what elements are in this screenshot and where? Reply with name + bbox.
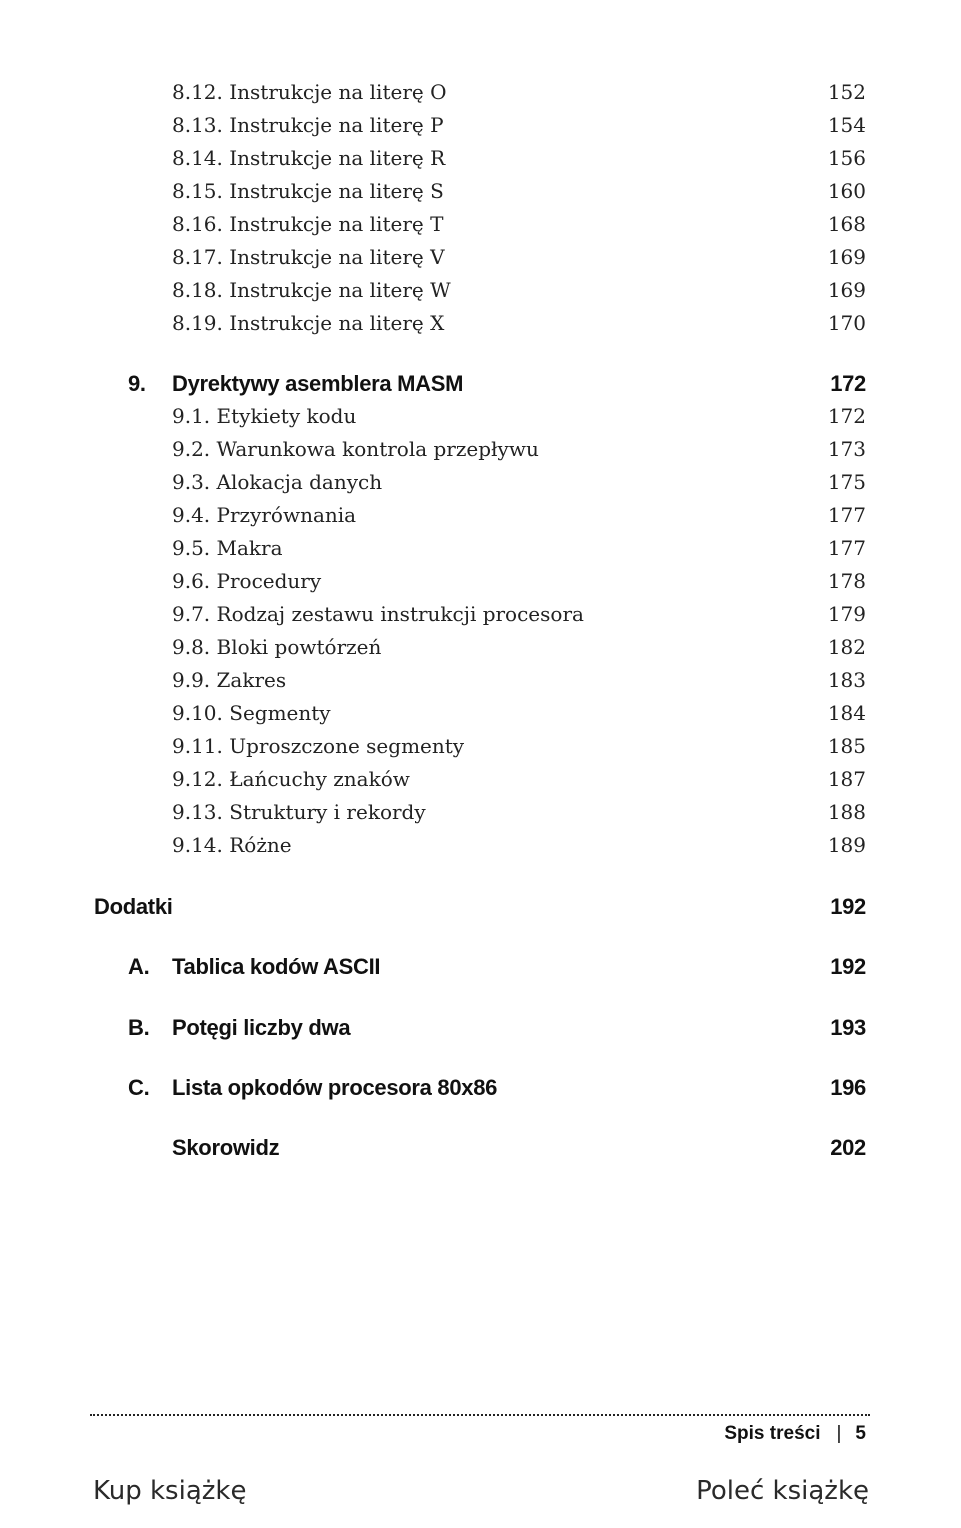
toc-entry-page: 175 (827, 470, 866, 494)
toc-entry[interactable] (172, 404, 866, 434)
toc-entry[interactable] (172, 701, 866, 731)
appendix-letter: B. (128, 1015, 150, 1040)
index-title: Skorowidz (172, 1135, 280, 1160)
toc-entry-page: 184 (827, 701, 866, 725)
toc-entry-page: 173 (827, 437, 866, 461)
part-page: 192 (830, 894, 866, 919)
appendix-letter: A. (128, 954, 150, 979)
toc-entry-page: 169 (827, 278, 866, 302)
part-title: Dodatki (94, 894, 173, 919)
toc-appendix-heading[interactable] (94, 1075, 866, 1105)
appendix-letter: C. (128, 1075, 150, 1100)
toc-entry-title: 9.8. Bloki powtórzeń (172, 635, 382, 659)
toc-entry[interactable] (172, 470, 866, 500)
chapter-number: 9. (128, 371, 146, 396)
toc-entry-page: 183 (827, 668, 866, 692)
toc-entry-page: 178 (827, 569, 866, 593)
footer-separator: | (836, 1423, 842, 1444)
toc-entry[interactable] (172, 734, 866, 764)
toc-entry[interactable] (172, 179, 866, 209)
toc-entry[interactable] (172, 113, 866, 143)
toc-entry[interactable] (172, 536, 866, 566)
toc-entry-title: 8.18. Instrukcje na literę W (172, 278, 451, 302)
toc-entry-page: 177 (827, 536, 866, 560)
toc-entry-page: 172 (827, 404, 866, 428)
toc-entry-page: 177 (827, 503, 866, 527)
recommend-book-link[interactable]: Poleć książkę (696, 1476, 869, 1506)
toc-entry[interactable] (172, 833, 866, 863)
toc-entry-title: 9.3. Alokacja danych (172, 470, 383, 494)
toc-appendix-heading[interactable] (94, 1015, 866, 1045)
chapter-page: 172 (830, 371, 866, 396)
toc-entry-page: 154 (827, 113, 866, 137)
toc-entry[interactable] (172, 212, 866, 242)
buy-book-link[interactable]: Kup książkę (93, 1476, 247, 1506)
toc-entry-title: 9.6. Procedury (172, 569, 322, 593)
toc-entry-title: 8.14. Instrukcje na literę R (172, 146, 446, 170)
toc-entry-title: 8.17. Instrukcje na literę V (172, 245, 445, 269)
toc-entry-title: 8.19. Instrukcje na literę X (172, 311, 445, 335)
toc-entry-page: 189 (827, 833, 866, 857)
toc-entry-page: 160 (827, 179, 866, 203)
toc-entry-title: 8.15. Instrukcje na literę S (172, 179, 444, 203)
appendix-page: 192 (830, 954, 866, 979)
toc-entry[interactable] (172, 635, 866, 665)
appendix-title: Tablica kodów ASCII (172, 954, 381, 979)
toc-entry-title: 9.12. Łańcuchy znaków (172, 767, 410, 791)
appendix-title: Potęgi liczby dwa (172, 1015, 351, 1040)
toc-entry-page: 188 (827, 800, 866, 824)
chapter-title: Dyrektywy asemblera MASM (172, 371, 464, 396)
footer-section-title: Spis treści (724, 1423, 821, 1444)
toc-entry-page: 169 (827, 245, 866, 269)
toc-entry[interactable] (172, 800, 866, 830)
toc-entry-title: 9.10. Segmenty (172, 701, 331, 725)
toc-index-heading[interactable] (94, 1135, 866, 1165)
toc-entry-page: 185 (827, 734, 866, 758)
footer-page-number: 5 (855, 1423, 866, 1444)
toc-entry-title: 8.13. Instrukcje na literę P (172, 113, 444, 137)
toc-entry-title: 9.11. Uproszczone segmenty (172, 734, 465, 758)
appendix-page: 196 (830, 1075, 866, 1100)
toc-entry-title: 9.13. Struktury i rekordy (172, 800, 426, 824)
toc-entry-page: 187 (827, 767, 866, 791)
toc-entry-title: 9.2. Warunkowa kontrola przepływu (172, 437, 539, 461)
running-footer (724, 1423, 866, 1445)
toc-entry-page: 179 (827, 602, 866, 626)
toc-entry[interactable] (172, 767, 866, 797)
toc-entry[interactable] (172, 569, 866, 599)
toc-entry-page: 156 (827, 146, 866, 170)
appendix-title: Lista opkodów procesora 80x86 (172, 1075, 498, 1100)
toc-entry-title: 9.5. Makra (172, 536, 283, 560)
toc-entry[interactable] (172, 437, 866, 467)
index-page: 202 (830, 1135, 866, 1160)
toc-entry-title: 8.16. Instrukcje na literę T (172, 212, 444, 236)
toc-entry[interactable] (172, 668, 866, 698)
toc-entry[interactable] (172, 278, 866, 308)
toc-entry[interactable] (172, 503, 866, 533)
toc-entry-page: 168 (827, 212, 866, 236)
toc-entry-title: 9.9. Zakres (172, 668, 287, 692)
toc-appendix-heading[interactable] (94, 954, 866, 984)
toc-entry-title: 9.1. Etykiety kodu (172, 404, 357, 428)
toc-entry-page: 152 (827, 80, 866, 104)
appendix-page: 193 (830, 1015, 866, 1040)
toc-entry-title: 9.4. Przyrównania (172, 503, 357, 527)
toc-entry[interactable] (172, 602, 866, 632)
toc-entry-title: 9.7. Rodzaj zestawu instrukcji procesora (172, 602, 584, 626)
toc-entry[interactable] (172, 311, 866, 341)
toc-chapter-heading[interactable] (94, 371, 866, 401)
toc-entry[interactable] (172, 146, 866, 176)
toc-part-heading[interactable] (94, 894, 866, 924)
footer-divider (90, 1414, 870, 1416)
toc-entry-title: 9.14. Różne (172, 833, 292, 857)
toc-entry[interactable] (172, 80, 866, 110)
toc-entry-title: 8.12. Instrukcje na literę O (172, 80, 447, 104)
toc-entry[interactable] (172, 245, 866, 275)
toc-entry-page: 170 (827, 311, 866, 335)
toc-entry-page: 182 (827, 635, 866, 659)
